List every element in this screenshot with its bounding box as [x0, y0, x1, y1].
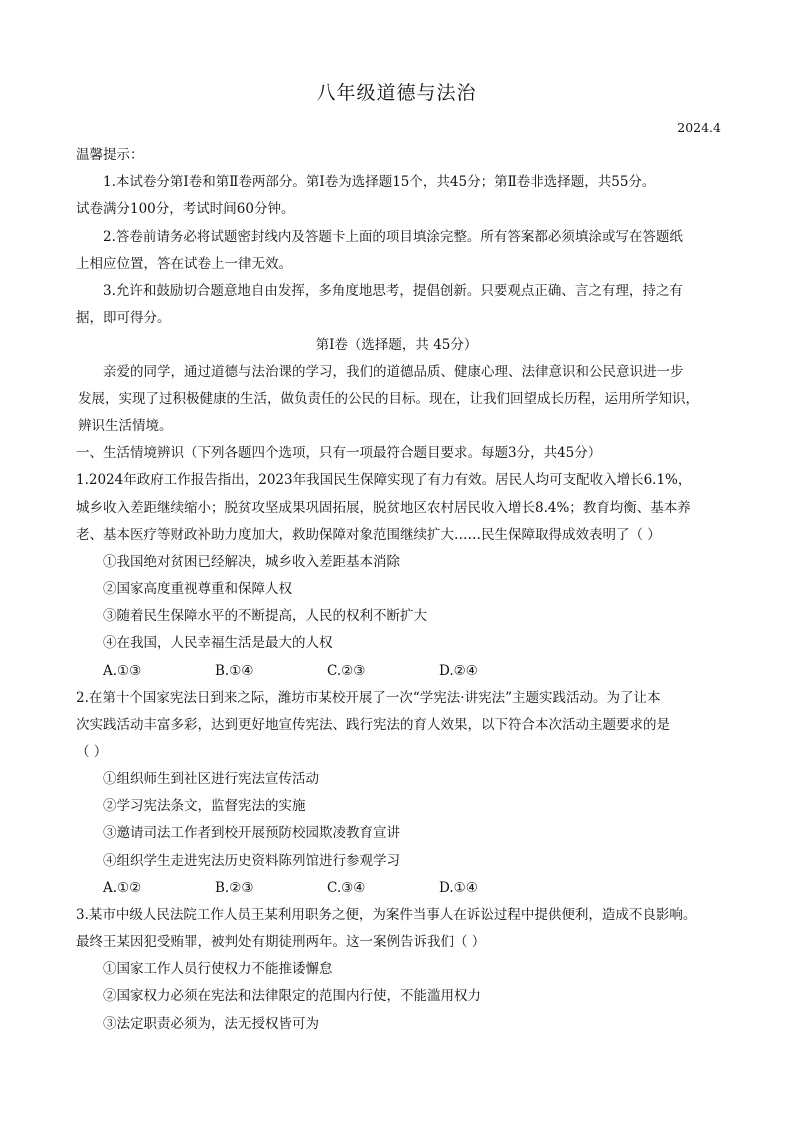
- tip-1-line-1: 1.本试卷分第Ⅰ卷和第Ⅱ卷两部分。第Ⅰ卷为选择题15个，共45分；第Ⅱ卷非选择题，共55分。: [103, 174, 656, 190]
- q3-stem-line-1: 3.某市中级人民法院工作人员王某利用职务之便，为案件当事人在诉讼过程中提供便利，造成不良影响。: [76, 907, 697, 923]
- q2-option-2: ②学习宪法条文，监督宪法的实施: [103, 798, 306, 814]
- part-1-title: 第Ⅰ卷（选择题，共 45分）: [315, 337, 478, 353]
- intro-line-2: 发展，实现了过积极健康的生活，做负责任的公民的目标。现在，让我们回望成长历程，运用所学知识，: [78, 391, 699, 407]
- q1-option-1: ①我国绝对贫困已经解决，城乡收入差距基本消除: [103, 554, 400, 570]
- page-title: 八年级道德与法治: [316, 82, 477, 104]
- q1-stem-line-1: 1.2024年政府工作报告指出，2023年我国民生保障实现了有力有效。居民人均可支配收入增长6.1%，: [76, 472, 692, 488]
- q3-option-1: ①国家工作人员行使权力不能推诿懈怠: [103, 961, 333, 977]
- q1-choices: [103, 661, 551, 681]
- section-heading: 一、生活情境辨识（下列各题四个选项，只有一项最符合题目要求。每题3分，共45分）: [76, 445, 602, 461]
- tip-1-line-2: 试卷满分100分，考试时间60分钟。: [76, 201, 295, 217]
- q1-choice-d: D.②④: [439, 663, 478, 679]
- q1-option-2: ②国家高度重视尊重和保障人权: [103, 581, 292, 597]
- tip-3-line-2: 据，即可得分。: [76, 310, 171, 326]
- q2-choice-c: C.③④: [327, 880, 366, 896]
- intro-line-1: 亲爱的同学，通过道德与法治课的学习，我们的道德品质、健康心理、法律意识和公民意识进一步: [103, 364, 684, 380]
- q2-option-3: ③邀请司法工作者到校开展预防校园欺凌教育宣讲: [103, 825, 400, 841]
- q2-option-1: ①组织师生到社区进行宪法宣传活动: [103, 771, 319, 787]
- q1-stem-line-2: 城乡收入差距继续缩小；脱贫攻坚成果巩固拓展，脱贫地区农村居民收入增长8.4%；教育均衡、基本养: [76, 500, 691, 516]
- q1-stem-line-3: 老、基本医疗等财政补助力度加大，救助保障对象范围继续扩大……民生保障取得成效表明了（ ）: [76, 527, 661, 543]
- q1-choice-a: A.①③: [103, 663, 142, 679]
- tip-2-line-1: 2.答卷前请务必将试题密封线内及答题卡上面的项目填涂完整。所有答案都必须填涂或写在答题纸: [103, 229, 683, 245]
- exam-date: 2024.4: [677, 120, 721, 135]
- intro-line-3: 辨识生活情境。: [78, 418, 173, 434]
- q2-choice-b: B.②③: [215, 880, 254, 896]
- tip-3-line-1: 3.允许和鼓励切合题意地自由发挥，多角度地思考，提倡创新。只要观点正确、言之有理，持之有: [103, 283, 683, 299]
- q1-choice-c: C.②③: [327, 663, 366, 679]
- q2-stem-line-2: 次实践活动丰富多彩，达到更好地宣传宪法、践行宪法的育人效果，以下符合本次活动主题要求的是: [76, 717, 670, 733]
- q2-stem-line-1: 2.在第十个国家宪法日到来之际，潍坊市某校开展了一次“学宪法·讲宪法”主题实践活动。为了让本: [76, 690, 661, 706]
- q2-choice-d: D.①④: [439, 880, 478, 896]
- q2-option-4: ④组织学生走进宪法历史资料陈列馆进行参观学习: [103, 853, 400, 869]
- q1-option-3: ③随着民生保障水平的不断提高，人民的权利不断扩大: [103, 608, 427, 624]
- q2-choice-a: A.①②: [103, 880, 142, 896]
- q3-option-2: ②国家权力必须在宪法和法律限定的范围内行使，不能滥用权力: [103, 988, 481, 1004]
- tips-heading: 温馨提示：: [76, 147, 144, 163]
- q1-choice-b: B.①④: [215, 663, 254, 679]
- q2-choices: [103, 878, 551, 898]
- tip-2-line-2: 上相应位置，答在试卷上一律无效。: [76, 256, 292, 272]
- q3-stem-line-2: 最终王某因犯受贿罪，被判处有期徒刑两年。这一案例告诉我们（ ）: [76, 934, 486, 950]
- q1-option-4: ④在我国，人民幸福生活是最大的人权: [103, 635, 333, 651]
- q2-stem-line-3: （ ）: [76, 744, 108, 760]
- q3-option-3: ③法定职责必须为，法无授权皆可为: [103, 1016, 319, 1032]
